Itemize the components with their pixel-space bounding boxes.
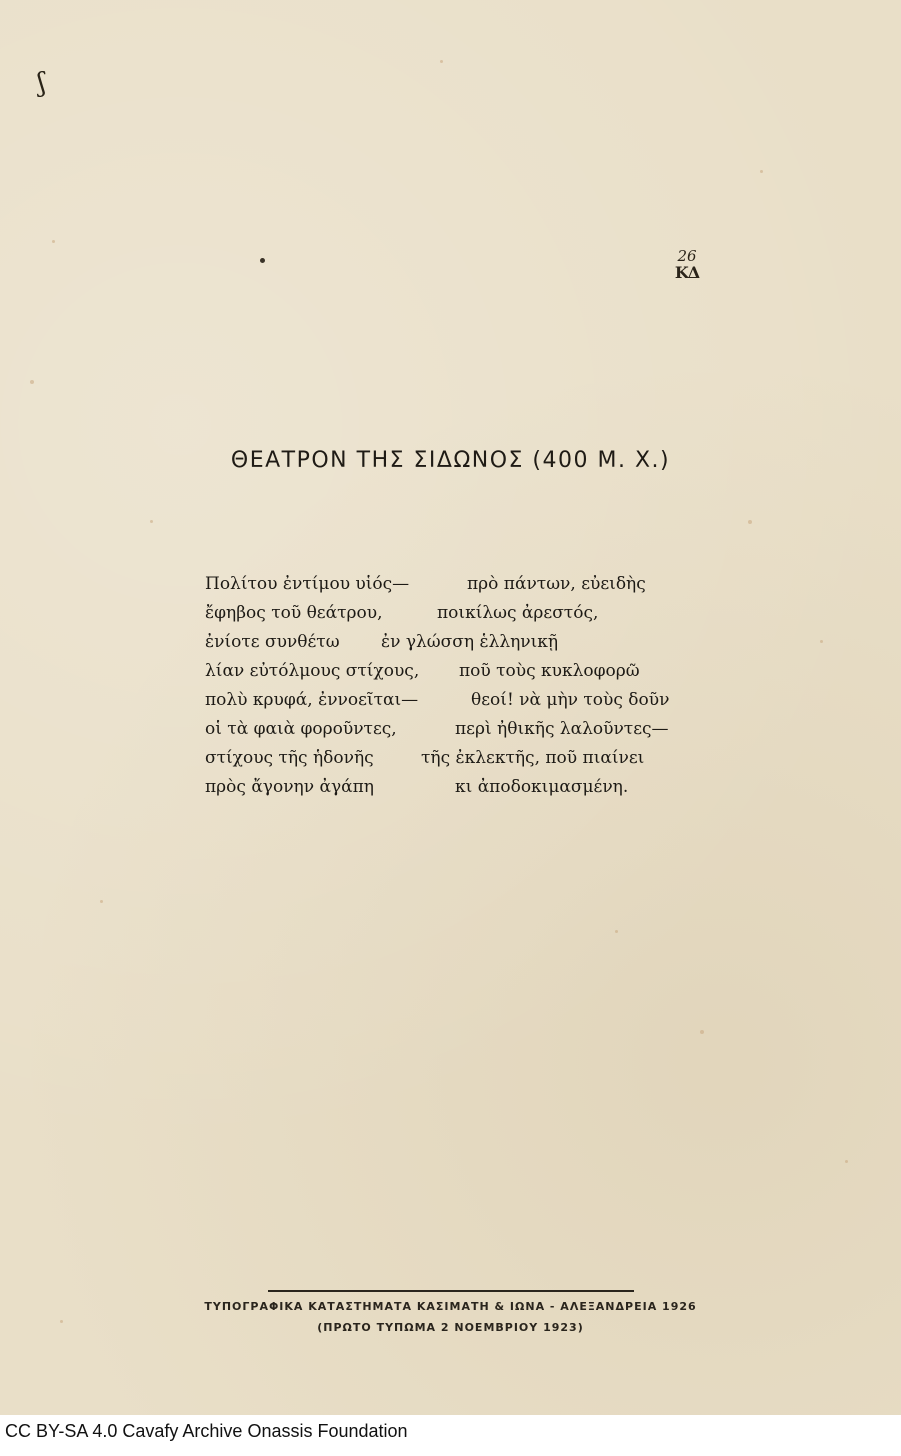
poem-body: [205, 574, 705, 806]
poem-line-right: θεοί! νὰ μὴν τοὺς δοῦν: [471, 690, 670, 710]
page-number-handwritten: 26: [677, 247, 697, 265]
paper-speck: [52, 240, 55, 243]
poem-line-left: λίαν εὐτόλμους στίχους,: [205, 661, 420, 681]
page-number: [672, 248, 702, 282]
poem-line-left: πρὸς ἄγονην ἀγάπη: [205, 777, 374, 797]
poem-line: [205, 748, 705, 777]
page-number-printed: ΚΔ: [674, 263, 700, 282]
paper-speck: [820, 640, 823, 643]
poem-line-right: κι ἀποδοκιμασμένη.: [455, 777, 629, 797]
handwritten-corner-mark: ʃ: [35, 67, 48, 99]
poem-title: ΘΕΑΤΡΟΝ ΤΗΣ ΣΙΔΩΝΟΣ (400 Μ. Χ.): [230, 448, 671, 473]
paper-speck: [748, 520, 752, 524]
poem-line-left: οἱ τὰ φαιὰ φοροῦντες,: [205, 719, 397, 739]
poem-line: [205, 603, 705, 632]
poem-line-left: ἔφηβος τοῦ θεάτρου,: [205, 603, 383, 623]
poem-line: [205, 632, 705, 661]
poem-line-left: πολὺ κρυφά, ἐννοεῖται—: [205, 690, 419, 710]
poem-line: [205, 661, 705, 690]
poem-line-right: περὶ ἠθικῆς λαλοῦντες—: [455, 719, 669, 739]
poem-line-right: ἐν γλώσση ἑλληνικῇ: [381, 632, 559, 652]
poem-line: [205, 690, 705, 719]
printer-imprint: ΤΥΠΟΓΡΑΦΙΚΑ ΚΑΤΑΣΤΗΜΑΤΑ ΚΑΣΙΜΑΤΗ & ΙΩΝΑ - ΑΛΕΞΑΝΔΡΕΙΑ 1926: [204, 1300, 697, 1313]
poem-line-right: ποῦ τοὺς κυκλοφορῶ: [459, 661, 640, 681]
paper-speck: [845, 1160, 848, 1163]
paper-speck: [30, 380, 34, 384]
poem-line: [205, 719, 705, 748]
ink-dot: [260, 258, 265, 263]
poem-line-right: πρὸ πάντων, εὐειδὴς: [467, 574, 646, 594]
poem-line-right: ποικίλως ἀρεστός,: [437, 603, 599, 623]
poem-line: [205, 777, 705, 806]
paper-speck: [760, 170, 763, 173]
paper-speck: [100, 900, 103, 903]
paper-speck: [440, 60, 443, 63]
poem-line: [205, 574, 705, 603]
paper-speck: [150, 520, 153, 523]
license-credit: CC BY-SA 4.0 Cavafy Archive Onassis Foundation: [5, 1421, 408, 1441]
paper-speck: [615, 930, 618, 933]
paper-speck: [700, 1030, 704, 1034]
first-printing-note: (ΠΡΩΤΟ ΤΥΠΩΜΑ 2 ΝΟΕΜΒΡΙΟΥ 1923): [317, 1321, 584, 1334]
poem-line-right: τῆς ἐκλεκτῆς, ποῦ πιαίνει: [421, 748, 645, 768]
poem-line-left: Πολίτου ἐντίμου υἱός—: [205, 574, 410, 594]
poem-line-left: στίχους τῆς ἡδονῆς: [205, 748, 374, 768]
poem-line-left: ἐνίοτε συνθέτω: [205, 632, 340, 652]
footer-rule: [268, 1290, 634, 1292]
